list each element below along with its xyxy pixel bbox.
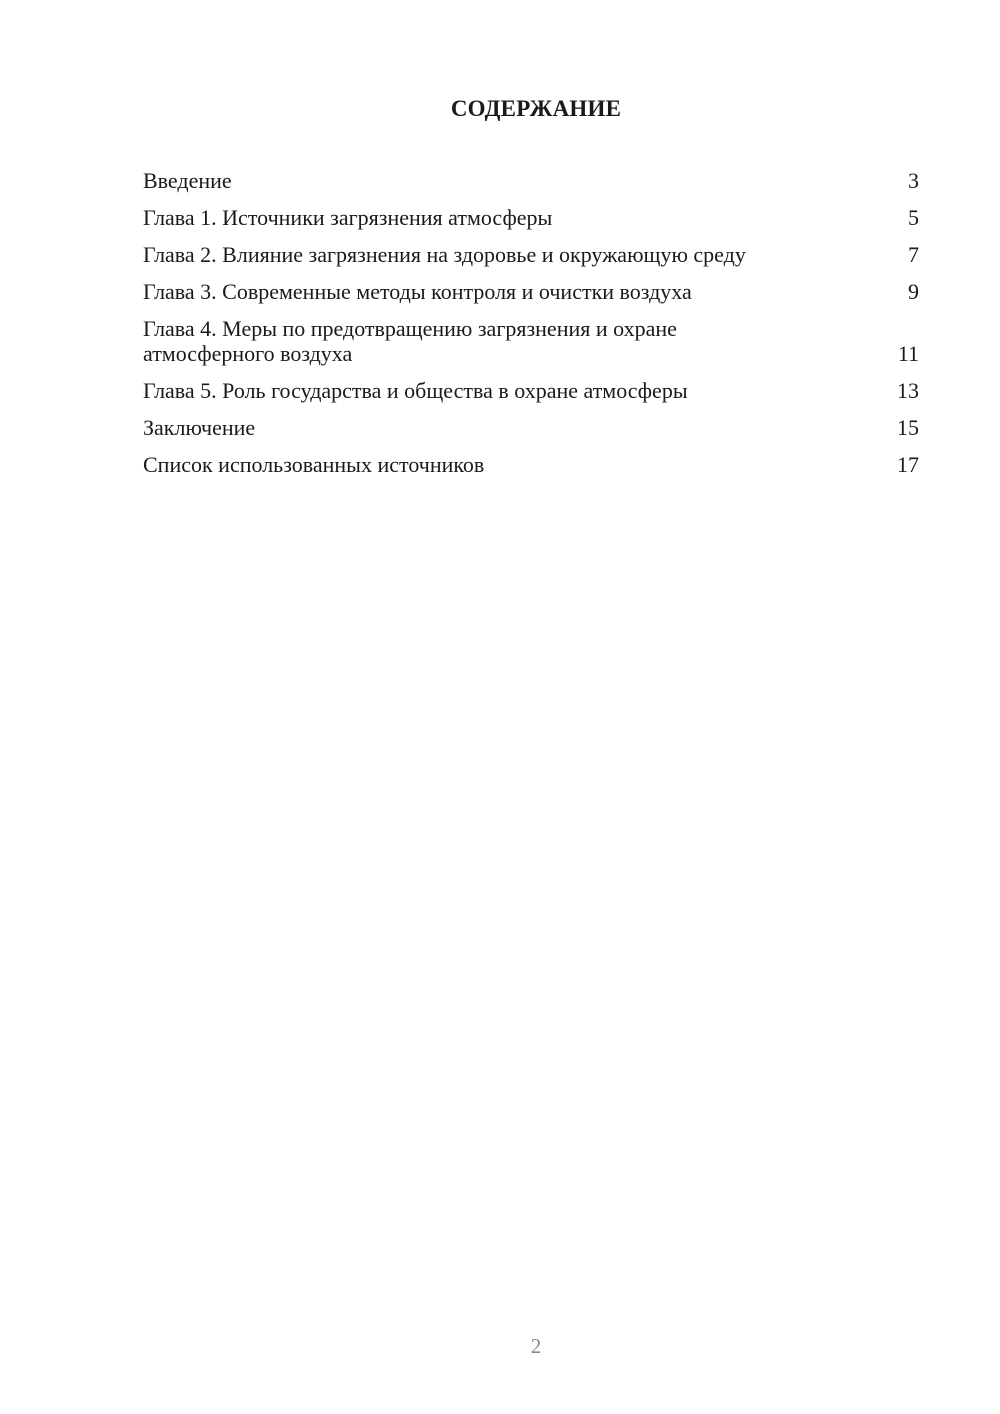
toc-entry-title: Заключение (143, 415, 256, 440)
toc-entry-title: Глава 3. Современные методы контроля и очистки воздуха (143, 279, 692, 304)
toc-entry-page: 17 (897, 452, 919, 477)
table-of-contents (143, 168, 919, 489)
toc-entry-page: 7 (908, 242, 919, 267)
toc-entry-page: 15 (897, 415, 919, 440)
toc-entry-chapter-3 (143, 279, 919, 304)
toc-entry-title: Глава 4. Меры по предотвращению загрязнения и охране атмосферного воздуха (143, 316, 677, 366)
toc-entry-page: 11 (897, 341, 919, 366)
toc-entry-title: Глава 5. Роль государства и общества в охране атмосферы (143, 378, 688, 403)
toc-entry-title: Глава 2. Влияние загрязнения на здоровье и окружающую среду (143, 242, 746, 267)
page-number: 2 (530, 1334, 542, 1358)
toc-entry-introduction (143, 168, 919, 193)
toc-entry-title: Глава 1. Источники загрязнения атмосферы (143, 205, 553, 230)
toc-entry-conclusion (143, 415, 919, 440)
toc-entry-title: Список использованных источников (143, 452, 485, 477)
toc-heading: СОДЕРЖАНИЕ (450, 96, 622, 121)
toc-entry-references (143, 452, 919, 477)
toc-entry-title: Введение (143, 168, 232, 193)
toc-entry-page: 9 (908, 279, 919, 304)
toc-entry-chapter-2 (143, 242, 919, 267)
toc-entry-page: 3 (908, 168, 919, 193)
toc-entry-chapter-4 (143, 316, 919, 366)
toc-entry-chapter-1 (143, 205, 919, 230)
toc-entry-page: 13 (897, 378, 919, 403)
toc-entry-chapter-5 (143, 378, 919, 403)
toc-entry-page: 5 (908, 205, 919, 230)
